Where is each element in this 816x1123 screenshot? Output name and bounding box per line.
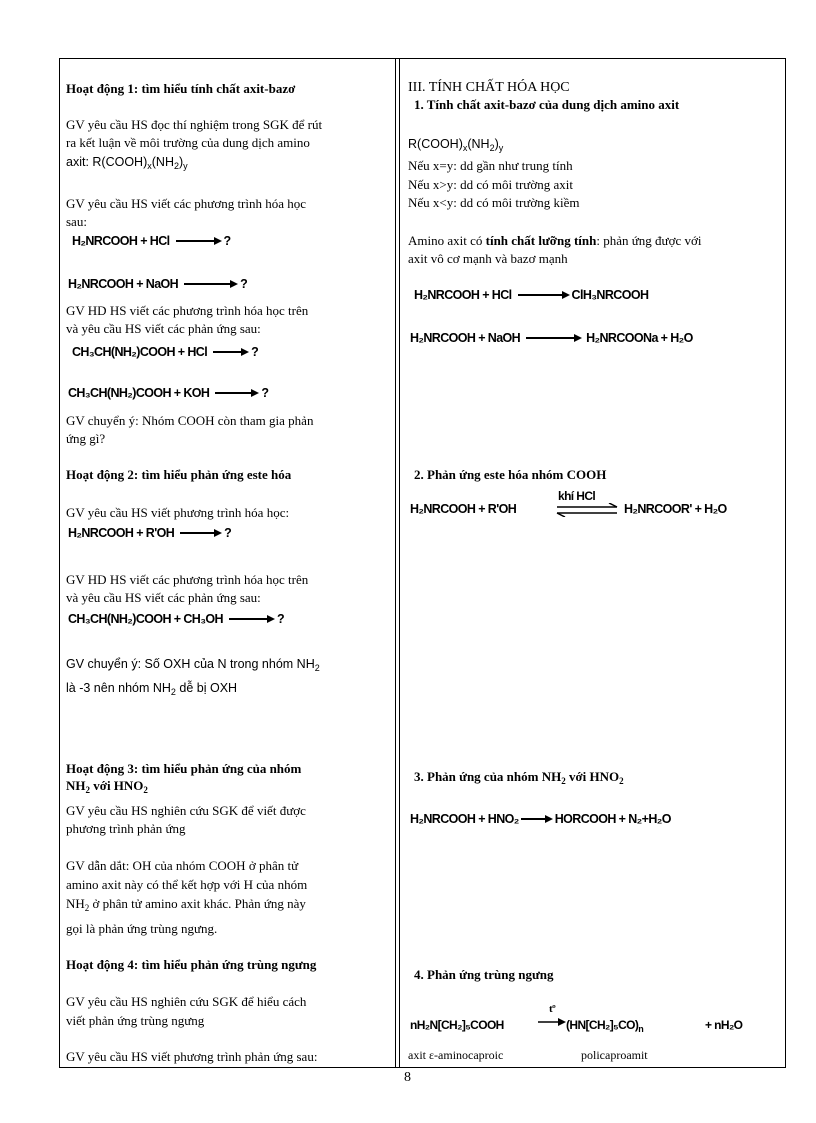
equation: H₂NRCOOH + NaOH ? <box>68 277 248 291</box>
column-divider <box>395 59 396 1067</box>
text-line: Nếu x=y: dd gần như trung tính <box>408 158 573 173</box>
text-line: sau: <box>66 214 87 229</box>
text-line: GV yêu cầu HS viết phương trình phản ứng sau: <box>66 1049 318 1064</box>
equation: nH₂N[CH₂]₅COOH <box>410 1018 504 1032</box>
text-line: axit vô cơ mạnh và bazơ mạnh <box>408 251 568 266</box>
text-line: GV HD HS viết các phương trình hóa học trên <box>66 572 309 587</box>
equation: CH₃CH(NH₂)COOH + CH₃OH ? <box>68 612 284 626</box>
equation: H₂NRCOOH + R'OH ? <box>68 526 232 540</box>
text-line: GV yêu cầu HS nghiên cứu SGK để viết được <box>66 803 306 818</box>
subsection-4-title: 4. Phản ứng trùng ngưng <box>414 967 554 982</box>
text-line: Nếu x<y: dd có môi trường kiềm <box>408 195 580 210</box>
formula-line: axit: $R(COOH)_x(NH_2)_y$ <box>66 155 188 171</box>
text-line: GV chuyển ý: Số OXH của N trong nhóm $NH_2$ <box>66 657 320 673</box>
text-line: amino axit này có thể kết hợp với H của nhóm <box>66 877 308 892</box>
equation-product: H₂NRCOOR' + H₂O <box>624 502 727 516</box>
section-title: III. TÍNH CHẤT HÓA HỌC <box>408 80 570 95</box>
equation-product: + nH₂O <box>705 1018 743 1032</box>
reaction-condition: tº <box>549 1003 556 1015</box>
arrow-icon <box>538 1017 566 1027</box>
subsection-2-title: 2. Phản ứng este hóa nhóm COOH <box>414 467 607 482</box>
polymer-unit: $(HN[CH_2]_5CO)_n$ <box>566 1018 644 1034</box>
reversible-arrow-icon <box>555 503 621 517</box>
text-line: GV yêu cầu HS viết các phương trình hóa học <box>66 196 307 211</box>
page-number: 8 <box>404 1070 411 1085</box>
text-line: GV yêu cầu HS nghiên cứu SGK để hiểu cách <box>66 994 307 1009</box>
equation: CH₃CH(NH₂)COOH + KOH ? <box>68 386 269 400</box>
equation: H₂NRCOOH + NaOH H₂NRCOONa + H₂O <box>410 331 693 345</box>
equation: H₂NRCOOH + HCl ? <box>72 234 231 248</box>
text-line: và yêu cầu HS viết các phản ứng sau: <box>66 321 261 336</box>
formula-line: $R(COOH)_x(NH_2)_y$ <box>408 137 504 153</box>
text-line: GV yêu cầu HS đọc thí nghiệm trong SGK để rút <box>66 117 323 132</box>
subsection-3-title: 3. Phản ứng của nhóm $NH_2$ với $HNO_2$ <box>414 769 624 786</box>
activity-1-title: Hoạt động 1: tìm hiểu tính chất axit-bazơ <box>66 81 296 96</box>
equation: H₂NRCOOH + R'OH <box>410 502 517 516</box>
reaction-condition: khí HCl <box>558 489 596 503</box>
text-line: GV yêu cầu HS viết phương trình hóa học: <box>66 505 290 520</box>
text-line: GV dẫn dắt: OH của nhóm COOH ở phân tử <box>66 858 299 873</box>
equation: H₂NRCOOH + HCl ClH₃NRCOOH <box>414 288 649 302</box>
activity-4-title: Hoạt động 4: tìm hiểu phản ứng trùng ngưng <box>66 957 317 972</box>
activity-3-title: Hoạt động 3: tìm hiểu phản ứng của nhóm <box>66 761 302 776</box>
text-line: gọi là phản ứng trùng ngưng. <box>66 921 218 936</box>
text-line: và yêu cầu HS viết các phản ứng sau: <box>66 590 261 605</box>
text-line: Nếu x>y: dd có môi trường axit <box>408 177 573 192</box>
activity-3-title-line2: $NH_2$ với $HNO_2$ <box>66 778 148 795</box>
text-line: ứng gì? <box>66 431 106 446</box>
text-line: GV HD HS viết các phương trình hóa học trên <box>66 303 309 318</box>
text-line: phương trình phản ứng <box>66 821 186 836</box>
text-line: viết phản ứng trùng ngưng <box>66 1013 205 1028</box>
subsection-1-title: 1. Tính chất axit-bazơ của dung dịch amino axit <box>414 97 680 112</box>
text-line: ra kết luận về môi trường của dung dịch amino <box>66 135 310 150</box>
column-divider <box>399 59 400 1067</box>
text-line: GV chuyển ý: Nhóm COOH còn tham gia phản <box>66 413 314 428</box>
activity-2-title: Hoạt động 2: tìm hiểu phản ứng este hóa <box>66 467 292 482</box>
equation: H₂NRCOOH + HNO₂ HORCOOH + N₂+H₂O <box>410 812 671 826</box>
reactant-label: axit ε-aminocaproic <box>408 1048 504 1062</box>
text-line: là -3 nên nhóm $NH_2$ dễ bị OXH <box>66 681 238 697</box>
product-label: policaproamit <box>581 1048 648 1062</box>
text-line: Amino axit có tính chất lưỡng tính: phản ứng được với <box>408 233 702 248</box>
equation: CH₃CH(NH₂)COOH + HCl ? <box>72 345 259 359</box>
text-line: $NH_2$ ở phân tử amino axit khác. Phản ứng này <box>66 896 306 913</box>
